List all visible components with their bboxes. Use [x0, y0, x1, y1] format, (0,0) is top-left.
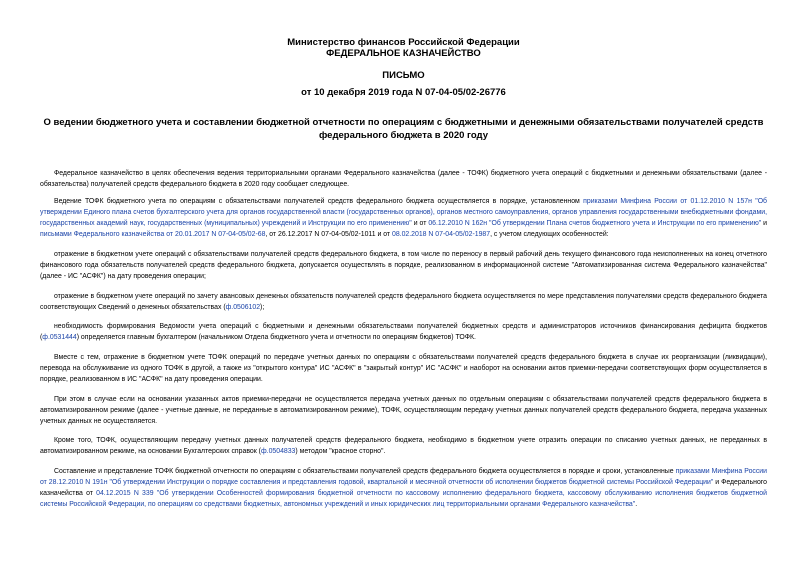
- text-fragment: ) методом "красное сторно".: [295, 448, 386, 455]
- paragraph-obligations-transfer: отражение в бюджетном учете операций с обязательствами получателей средств федерального бюджета, в том числе по переносу в первый рабочий день текущего финансового года неисполненных на конец отчетного финансового года обязательств получателей средств федерального бюджета, допускается осуществлять в порядке, реализованном в информационной системе "Автоматизированная система Федерального казначейства" (далее - ИС "АСФК") на дату проведения операции;: [40, 251, 767, 280]
- text-fragment: и: [761, 220, 768, 227]
- link-letter-68[interactable]: письмами Федерального казначейства от 20.01.2017 N 07-04-05/02-68: [40, 231, 266, 238]
- ministry-name: Министерство финансов Российской Федерации: [287, 37, 520, 48]
- paragraph-non-automated-data: При этом в случае если на основании указанных актов приемки-передачи не осуществляется передача учетных данных по отдельным операциям с обязательствами получателей средств федерального бюджета в автоматизированном режиме (далее - учетные данные, не переданные в автоматизированном режиме), ТОФК, осуществляющим передачу учетных данных получателей средств федерального бюджета, передача указанных учетных данных не осуществляется.: [40, 396, 767, 425]
- text-fragment: Составление и представление ТОФК бюджетной отчетности по операциям с обязательствами получателей средств федерального бюджета осуществляется в порядке и сроки, установленные: [54, 468, 676, 475]
- text-fragment: Ведение ТОФК бюджетного учета по операциям с обязательствами получателей средств федерального бюджета осуществляется в порядке, установленном: [54, 198, 584, 205]
- paragraph-reporting: [40, 466, 767, 510]
- paragraph-red-storno: [40, 435, 767, 457]
- text-fragment: Кроме того, ТОФК, осуществляющим передачу учетных данных получателей средств федерального бюджета, необходимо в бюджетном учете отразить операции по списанию учетных данных, не переданных в автоматизированном режиме, на основании Бухгалтерских справок (: [40, 437, 767, 455]
- document-date-number: от 10 декабря 2019 года N 07-04-05/02-26776: [301, 87, 506, 98]
- document-type: ПИСЬМО: [382, 70, 425, 81]
- link-order-339[interactable]: 04.12.2015 N 339 "Об утверждении Особенностей формирования бюджетной отчетности по кассовому исполнению федерального бюджета, кассовому обслуживанию исполнения бюджетов бюджетной системы Российской Федерации, по операциям со средствами бюджетных, автономных учреждений и иных юридических лиц территориальными органами Федерального казначейства": [40, 490, 767, 508]
- paragraph-reorganization: Вместе с тем, отражение в бюджетном учете ТОФК операций по передаче учетных данных по операциям с обязательствами получателей средств федерального бюджета в случае их реорганизации (ликвидации), перевода на обслуживание из одного ТОФК в другой, а также из "открытого контура" ИС "АСФК" в "закрытый контур" ИС "АСФК" и наоборот на основании актов приемки-передачи соответствующих форм осуществляется в порядке, реализованном в ИС "АСФК" на дату проведения операции.: [40, 354, 767, 383]
- text-fragment: и от: [411, 220, 429, 227]
- agency-name: ФЕДЕРАЛЬНОЕ КАЗНАЧЕЙСТВО: [326, 48, 481, 59]
- text-fragment: необходимость формирования Ведомости учета операций с бюджетными и денежными обязательствами получателей бюджетных средств и администраторов источников финансирования дефицита бюджетов (: [40, 323, 767, 341]
- link-form-0506102[interactable]: ф.0506102: [225, 304, 261, 311]
- text-fragment: , с учетом следующих особенностей:: [490, 231, 609, 238]
- link-order-191n[interactable]: приказами Минфина России от 28.12.2010 N 191н "Об утверждении Инструкции о порядке составления и представления годовой, квартальной и месячной отчетности об исполнении бюджетов бюджетной системы Российской Федерации": [40, 468, 767, 486]
- paragraph-accounting-order: [40, 196, 767, 240]
- paragraph-advance-offset: [40, 291, 767, 313]
- link-order-157n[interactable]: приказами Минфина России от 01.12.2010 N 157н "Об утверждении Единого плана счетов бухгалтерского учета для органов государственной власти (государственных органов), органов местного самоуправления, органов управления государственными внебюджетными фондами, государственных академий наук, государственных (муниципальных) учреждений и Инструкции по его применению": [40, 198, 768, 227]
- link-form-0531444[interactable]: ф.0531444: [42, 334, 77, 341]
- text-fragment: отражение в бюджетном учете операций по зачету авансовых денежных обязательств получателей средств федерального бюджета осуществляется по мере представления получателями средств федерального бюджета соответствующих Сведений о денежных обязательствах (: [40, 293, 767, 311]
- link-form-0504833[interactable]: ф.0504833: [260, 448, 296, 455]
- text-fragment: и Федерального казначейства от: [40, 479, 767, 497]
- text-fragment: );: [260, 304, 265, 311]
- text-fragment: , от 26.12.2017 N 07-04-05/02-1011 и от: [265, 231, 392, 238]
- text-fragment: .: [635, 501, 638, 508]
- paragraph-intro: Федеральное казначейство в целях обеспечения ведения территориальными органами Федерального казначейства (далее - ТОФК) бюджетного учета операций с бюджетными и денежными обязательствами (далее - обязательства) получателей средств федерального бюджета в 2020 году сообщает следующее.: [40, 170, 767, 188]
- link-letter-1987[interactable]: 08.02.2018 N 07-04-05/02-1987: [392, 231, 491, 238]
- text-fragment: ) определяется главным бухгалтером (начальником Отдела бюджетного учета и отчетности по операциям бюджетов) ТОФК.: [76, 334, 476, 341]
- document-subject: О ведении бюджетного учета и составлении бюджетной отчетности по операциям с бюджетными и денежными обязательствами получателей средств федерального бюджета в 2020 году: [43, 117, 764, 141]
- paragraph-ledger-formation: [40, 321, 767, 343]
- link-order-162n[interactable]: 06.12.2010 N 162н "Об утверждении Плана счетов бюджетного учета и Инструкции по его применению": [428, 220, 762, 227]
